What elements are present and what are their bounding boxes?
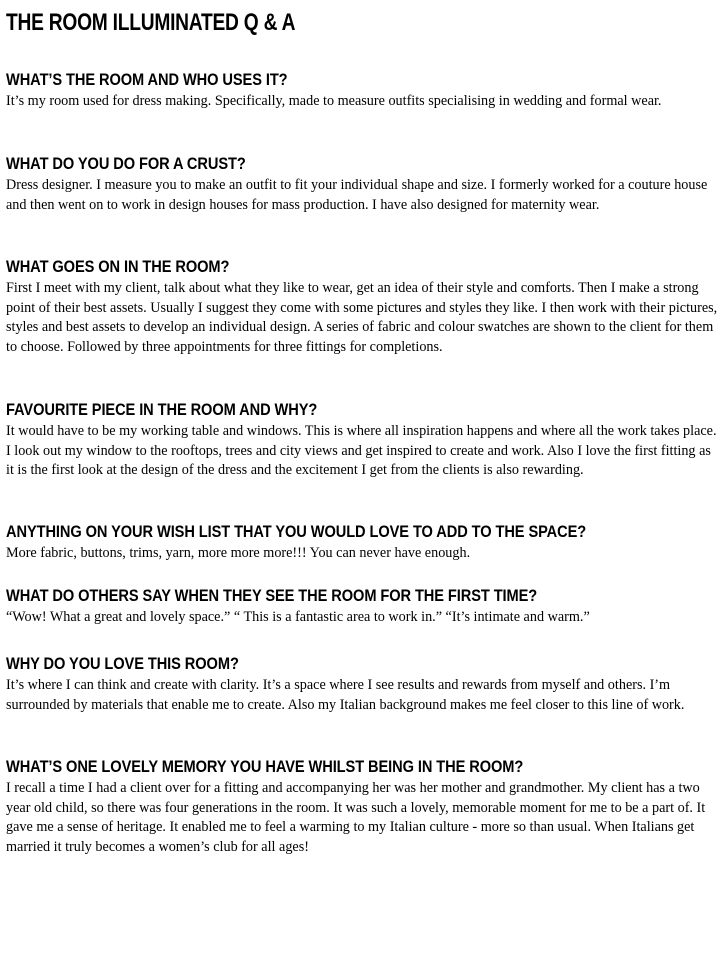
qa-item-others-say: [6, 586, 718, 628]
qa-item-crust: [6, 154, 718, 215]
question-heading: WHAT GOES ON IN THE ROOM?: [6, 257, 230, 276]
qa-item-love-room: [6, 654, 718, 715]
question-heading: WHAT DO YOU DO FOR A CRUST?: [6, 154, 246, 173]
qa-item-wish-list: [6, 522, 718, 564]
answer-text: It’s where I can think and create with clarity. It’s a space where I see results and rewards from myself and others. I’m surrounded by materials that enable me to create. Also my Italian background makes me feel closer to this line of work.: [6, 677, 685, 713]
question-heading: ANYTHING ON YOUR WISH LIST THAT YOU WOULD LOVE TO ADD TO THE SPACE?: [6, 522, 587, 541]
question-heading: WHY DO YOU LOVE THIS ROOM?: [6, 654, 239, 673]
qa-item-favourite-piece: [6, 400, 718, 481]
question-heading: WHAT’S ONE LOVELY MEMORY YOU HAVE WHILST BEING IN THE ROOM?: [6, 757, 524, 776]
answer-text: “Wow! What a great and lovely space.” “ This is a fantastic area to work in.” “It’s intimate and warm.”: [6, 609, 590, 625]
answer-text: I recall a time I had a client over for a fitting and accompanying her was her mother and grandmother. My client has a two year old child, so there was four generations in the room. It was such a lovely, memorable moment for me to be a part of. It gave me a sense of heritage. It enabled me to feel a warming to my Italian culture - more so than usual. When Italians get married it truly becomes a women’s club for all ages!: [6, 780, 706, 855]
answer-text: First I meet with my client, talk about what they like to wear, get an idea of their style and comforts. Then I make a strong point of their best assets. Usually I suggest they come with some pictures and styles they like. I then work with their pictures, styles and best assets to develop an individual design. A series of fabric and colour swatches are shown to the client for them to choose. Followed by three appointments for three fittings for completions.: [6, 280, 718, 355]
answer-text: It’s my room used for dress making. Specifically, made to measure outfits specialising in wedding and formal wear.: [6, 93, 662, 109]
answer-text: It would have to be my working table and windows. This is where all inspiration happens and where all the work takes place. I look out my window to the rooftops, trees and city views and get inspired to create and work. Also I love the first fitting as it is the first look at the design of the dress and the excitement I get from the clients is also rewarding.: [6, 423, 717, 479]
page-title: THE ROOM ILLUMINATED Q & A: [6, 9, 296, 36]
answer-text: More fabric, buttons, trims, yarn, more more more!!! You can never have enough.: [6, 545, 471, 561]
question-heading: WHAT’S THE ROOM AND WHO USES IT?: [6, 70, 288, 89]
question-heading: WHAT DO OTHERS SAY WHEN THEY SEE THE ROOM FOR THE FIRST TIME?: [6, 586, 538, 605]
qa-item-lovely-memory: [6, 757, 718, 857]
answer-text: Dress designer. I measure you to make an outfit to fit your individual shape and size. I formerly worked for a couture house and then went on to work in design houses for mass production. I have also designed for maternity wear.: [6, 177, 708, 213]
qa-item-room-users: [6, 70, 718, 112]
qa-item-what-goes-on: [6, 257, 718, 357]
question-heading: FAVOURITE PIECE IN THE ROOM AND WHY?: [6, 400, 318, 419]
